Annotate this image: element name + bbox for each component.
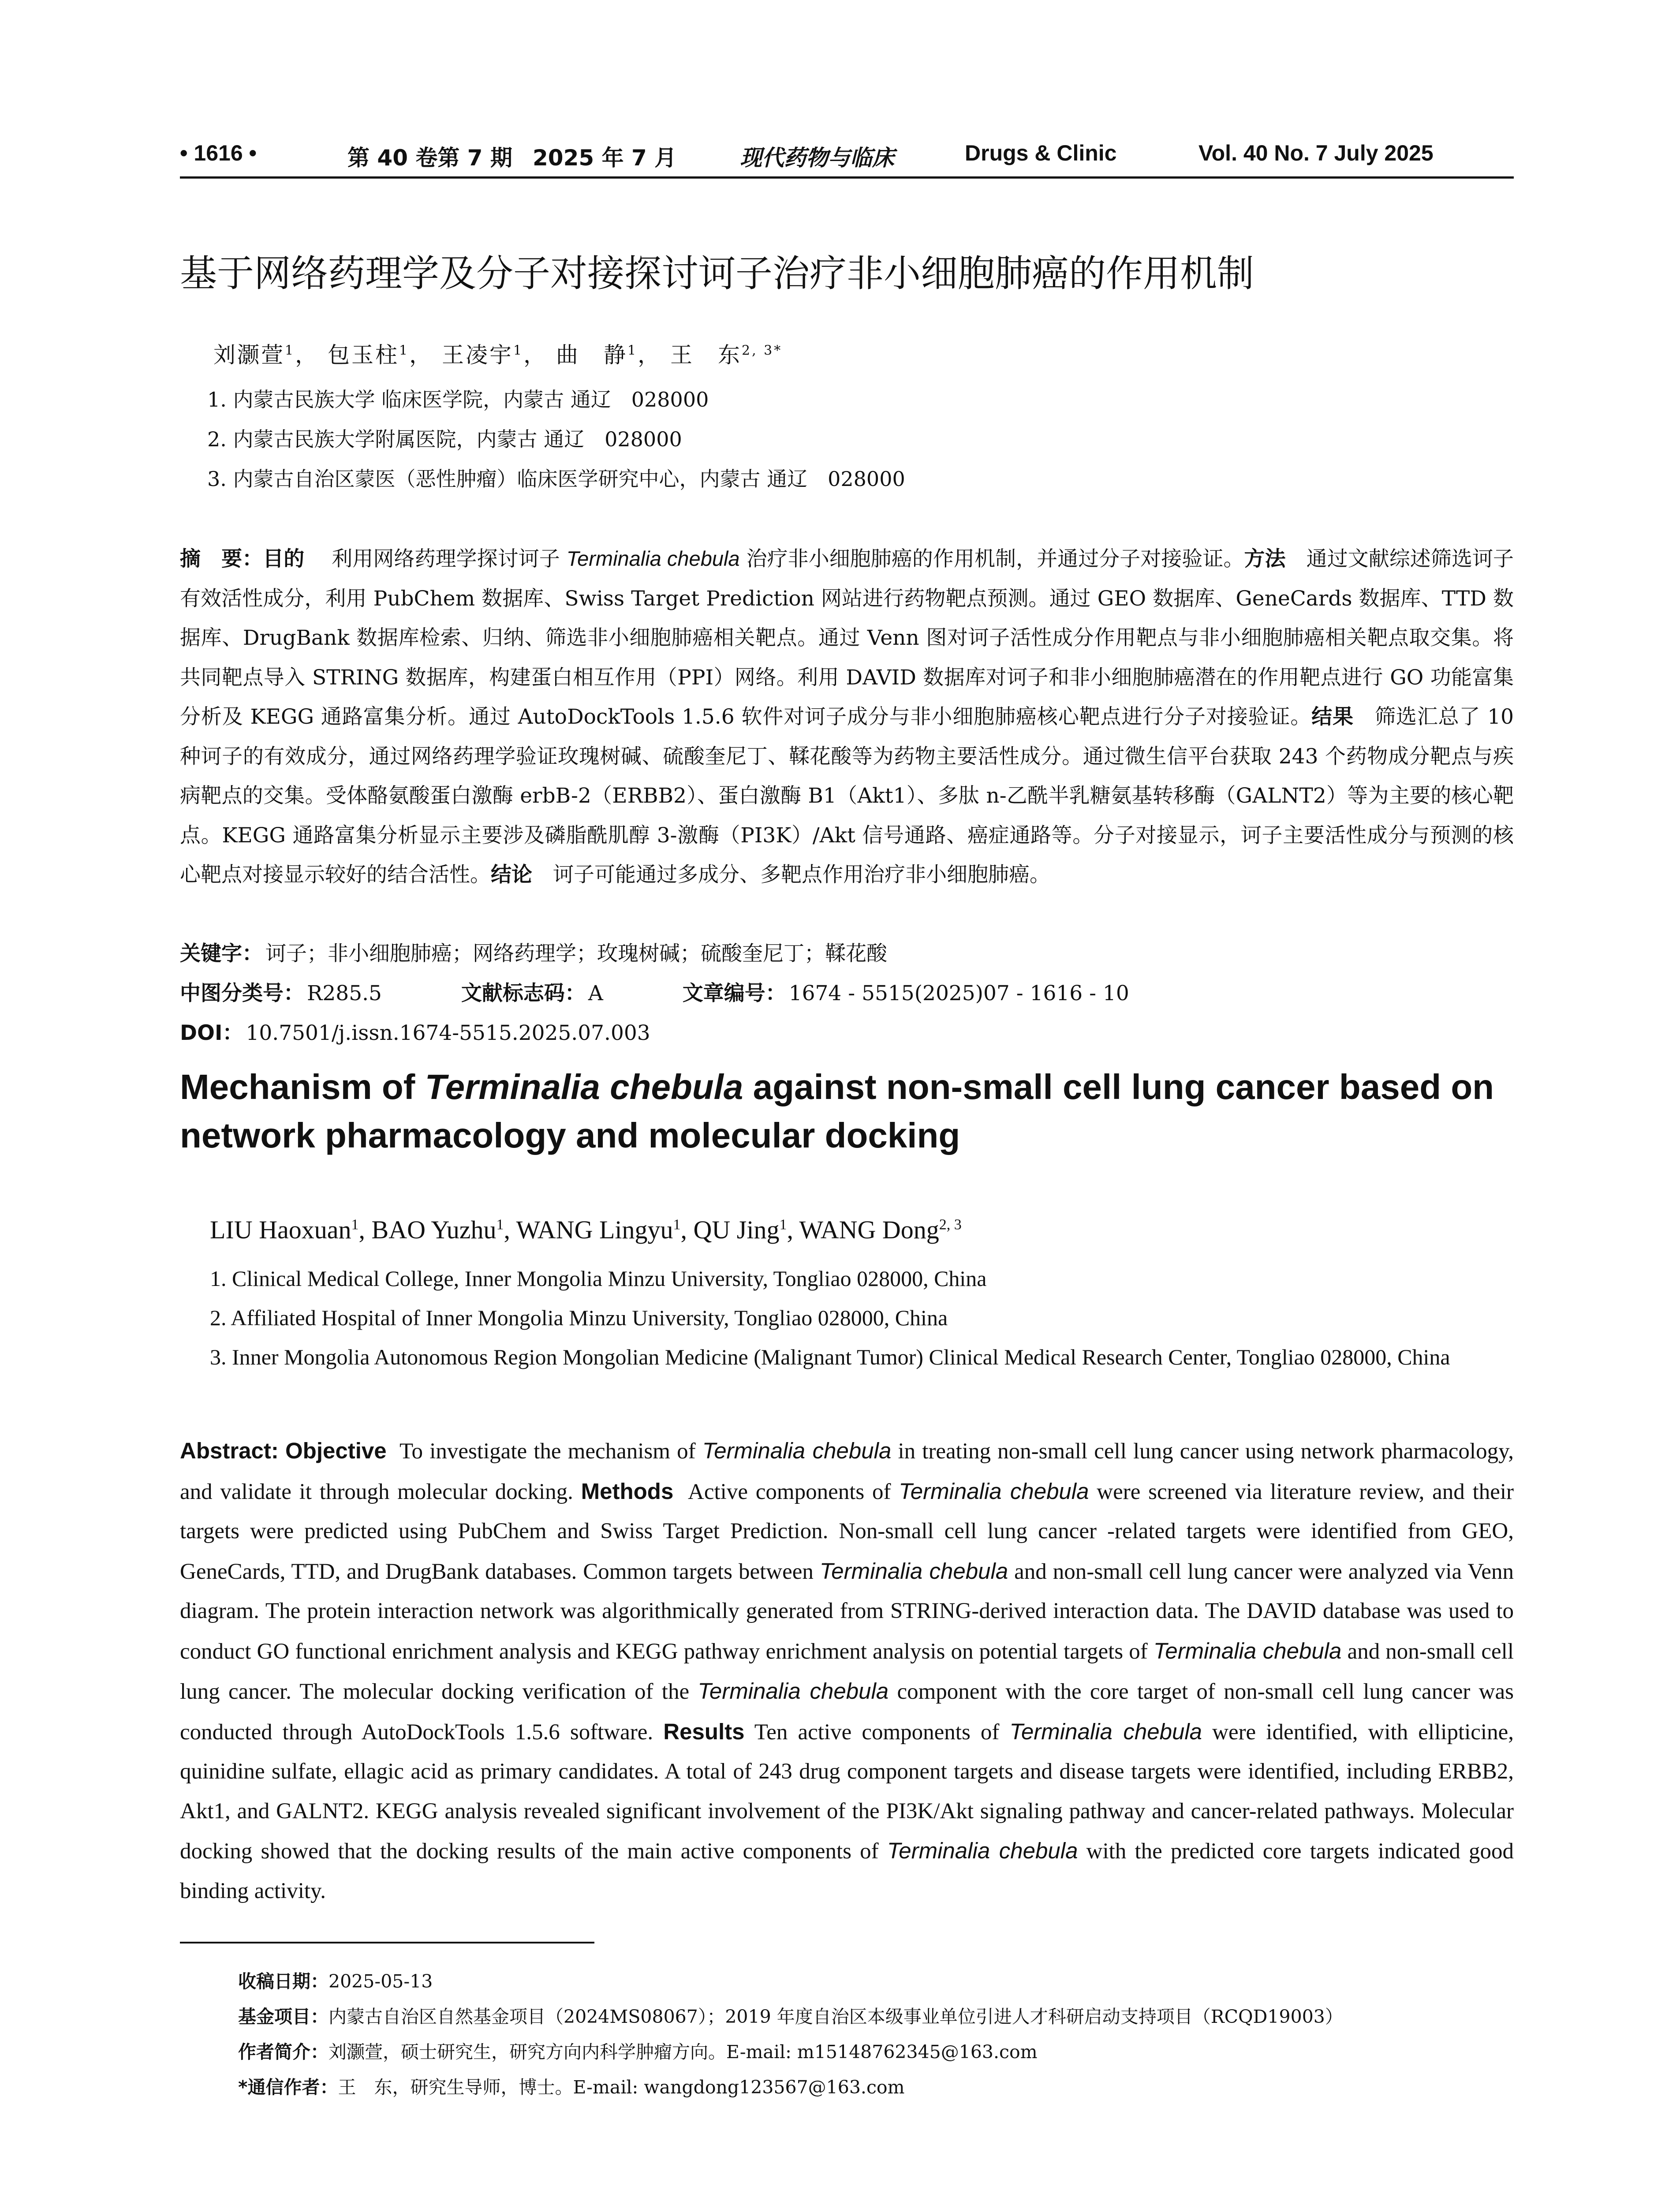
footnote-corresponding	[238, 2073, 905, 2099]
header-rule	[180, 176, 1514, 179]
received-date: 2025-05-13	[329, 1971, 433, 1992]
species-name: Terminalia chebula	[566, 547, 740, 570]
species-name: Terminalia chebula	[702, 1438, 892, 1463]
abstract-text: were screened via literature review, and their targets were predicted using PubChem and Swiss Target Prediction. Non-small cell lung cancer -related targets were identified from GEO, GeneCards, TTD, and DrugBank databases. Common targets between	[180, 1479, 1514, 1584]
article-no-value: 1674 - 5515(2025)07 - 1616 - 10	[788, 981, 1129, 1005]
classification-line	[180, 977, 1129, 1006]
author-name: 包玉柱	[328, 342, 399, 368]
results-label: 结果	[1311, 705, 1354, 729]
conclusion-label: 结论	[491, 863, 532, 887]
species-name: Terminalia chebula	[819, 1558, 1008, 1584]
corresponding-text: 王 东，研究生导师，博士。E-mail: wangdong123567@163.com	[338, 2077, 905, 2098]
affiliation-cn: 2. 内蒙古民族大学附属医院，内蒙古 通辽 028000	[207, 427, 682, 451]
fund-text: 内蒙古自治区自然基金项目（2024MS08067）；2019 年度自治区本级事业单位引进人才科研启动支持项目（RCQD19003）	[329, 2006, 1343, 2027]
affiliation-en: 1. Clinical Medical College, Inner Mongolia Minzu University, Tongliao 028000, China	[210, 1266, 987, 1291]
methods-text: 通过文献综述筛选诃子有效活性成分，利用 PubChem 数据库、Swiss Target Prediction 网站进行药物靶点预测。通过 GEO 数据库、GeneCards 数据库、TTD 数据库、DrugBank 数据库检索、归纳、筛选非小细胞肺癌相关靶点。通过 Venn 图对诃子活性成分作用靶点与非小细胞肺癌相关靶点取交集。将共同靶点导入 STRING 数据库，构建蛋白相互作用（PPI）网络。利用 DAVID 数据库对诃子和非小细胞肺癌潜在的作用靶点进行 GO 功能富集分析及 KEGG 通路富集分析。通过 AutoDockTools 1.5.6 软件对诃子成分与非小细胞肺癌核心靶点进行分子对接验证。	[180, 547, 1514, 729]
author-name: QU Jing	[693, 1215, 780, 1244]
abstract-text: To investigate the mechanism of	[399, 1439, 696, 1464]
abstract-text: component with the core target of non-small cell lung cancer was conducted through AutoDockTools 1.5.6 software.	[180, 1679, 1514, 1745]
author-affiliation-mark: 1	[513, 343, 524, 359]
author-affiliation-mark: 1	[351, 1216, 359, 1233]
title-text: Mechanism of	[180, 1067, 425, 1106]
author-name: 刘灏萱	[213, 342, 285, 368]
species-name: Terminalia chebula	[698, 1678, 889, 1704]
date-cn: 2025 年 7 月	[533, 145, 677, 171]
species-name: Terminalia chebula	[1153, 1638, 1342, 1663]
abstract-text: in treating non-small cell lung cancer using network pharmacology, and validate it through molecular docking.	[180, 1439, 1514, 1504]
species-name: Terminalia chebula	[425, 1067, 743, 1106]
abstract-label: 摘 要：	[180, 547, 263, 571]
author-name: 王凌宇	[442, 342, 513, 368]
species-name: Terminalia chebula	[887, 1838, 1078, 1863]
clc-label: 中图分类号：	[180, 981, 304, 1005]
affiliation-en: 2. Affiliated Hospital of Inner Mongolia Minzu University, Tongliao 028000, China	[210, 1305, 948, 1330]
article-title-en	[180, 1063, 1514, 1160]
methods-label: Methods	[581, 1478, 674, 1504]
author-name: 王 东	[670, 342, 742, 368]
keywords-label: 关键字：	[180, 942, 263, 966]
abstract-text: and non-small cell lung cancer. The molecular docking verification of the	[180, 1639, 1514, 1704]
page-number: • 1616 •	[180, 141, 257, 165]
author-affiliation-mark: 2, 3*	[742, 343, 783, 359]
abstract-text: Active components of	[688, 1479, 891, 1504]
author-list-cn: 刘灏萱$^1$， 包玉柱$^1$， 王凌宇$^1$， 曲 静$^1$， 王 东$^{2, 3*}$	[213, 342, 783, 368]
author-affiliation-mark: 1	[673, 1216, 681, 1233]
author-name: LIU Haoxuan	[210, 1215, 351, 1244]
affiliation-cn: 3. 内蒙古自治区蒙医（恶性肿瘤）临床医学研究中心，内蒙古 通辽 028000	[207, 467, 905, 491]
journal-name-en: Drugs & Clinic	[965, 141, 1117, 165]
author-name: WANG Lingyu	[516, 1215, 673, 1244]
abstract-en	[180, 1431, 1514, 1911]
affiliation-en: 3. Inner Mongolia Autonomous Region Mongolian Medicine (Malignant Tumor) Clinical Medical Research Center, Tongliao 028000, China	[210, 1345, 1450, 1369]
doi-label: DOI：	[180, 1021, 243, 1045]
doc-code-label: 文献标志码：	[461, 981, 586, 1005]
article-no-label: 文章编号：	[682, 981, 786, 1005]
footnote-author-bio	[238, 2037, 1038, 2063]
doc-code-value: A	[588, 981, 603, 1005]
article-title-cn: 基于网络药理学及分子对接探讨诃子治疗非小细胞肺癌的作用机制	[180, 252, 1254, 295]
volume-cn: 第 40 卷第 7 期	[347, 145, 512, 171]
abstract-cn	[180, 539, 1514, 895]
keywords-text: 诃子；非小细胞肺癌；网络药理学；玫瑰树碱；硫酸奎尼丁；鞣花酸	[265, 942, 887, 966]
footnote-rule	[180, 1942, 594, 1943]
corresponding-label: *通信作者：	[238, 2077, 338, 2098]
volume-en: Vol. 40 No. 7 July 2025	[1198, 141, 1434, 165]
author-affiliation-mark: 1	[779, 1216, 787, 1233]
abstract-label: Abstract:	[180, 1438, 279, 1463]
species-name: Terminalia chebula	[899, 1478, 1089, 1504]
abstract-text: were identified, with ellipticine, quinidine sulfate, ellagic acid as primary candidates. A total of 243 drug component targets and disease targets were identified, including ERBB2, Akt1, and GALNT2. KEGG analysis revealed significant involvement of the PI3K/Akt signaling pathway and cancer-related pathways. Molecular docking showed that the docking results of the main active components of	[180, 1719, 1514, 1864]
abstract-text: and non-small cell lung cancer were analyzed via Venn diagram. The protein interaction network was algorithmically generated from STRING-derived interaction data. The DAVID database was used to conduct GO functional enrichment analysis and KEGG pathway enrichment analysis on potential targets of	[180, 1559, 1514, 1664]
author-name: WANG Dong	[799, 1215, 939, 1244]
fund-label: 基金项目：	[238, 2006, 329, 2027]
bio-label: 作者简介：	[238, 2041, 329, 2063]
objective-label: 目的	[263, 547, 305, 571]
author-name: BAO Yuzhu	[371, 1215, 497, 1244]
species-name: Terminalia chebula	[1009, 1719, 1202, 1744]
clc-value: R285.5	[307, 981, 382, 1005]
affiliation-cn: 1. 内蒙古民族大学 临床医学院，内蒙古 通辽 028000	[207, 388, 709, 411]
abstract-text: Ten active components of	[754, 1719, 1000, 1745]
author-affiliation-mark: 1	[496, 1216, 504, 1233]
author-list-en: LIU Haoxuan$^1$, BAO Yuzhu$^1$, WANG Lingyu$^1$, QU Jing$^1$, WANG Dong$^{2, 3}$	[210, 1215, 962, 1244]
bio-text: 刘灏萱，硕士研究生，研究方向内科学肿瘤方向。E-mail: m15148762345@163.com	[329, 2041, 1038, 2063]
footnote-fund	[238, 2002, 1343, 2028]
author-affiliation-mark: 1	[285, 343, 295, 359]
objective-label: Objective	[285, 1438, 387, 1463]
methods-label: 方法	[1244, 547, 1286, 571]
results-text: 筛选汇总了 10 种诃子的有效成分，通过网络药理学验证玫瑰树碱、硫酸奎尼丁、鞣花酸等为药物主要活性成分。通过微生信平台获取 243 个药物成分靶点与疾病靶点的交集。受体酪氨酸蛋白激酶 erbB-2（ERBB2）、蛋白激酶 B1（Akt1）、多肽 n-乙酰半乳糖氨基转移酶（GALNT2）等为主要的核心靶点。KEGG 通路富集分析显示主要涉及磷脂酰肌醇 3-激酶（PI3K）/Akt 信号通路、癌症通路等。分子对接显示，诃子主要活性成分与预测的核心靶点对接显示较好的结合活性。	[180, 705, 1514, 887]
author-affiliation-mark: 1	[399, 343, 410, 359]
objective-text: 利用网络药理学探讨诃子	[332, 547, 560, 571]
abstract-text: with the predicted core targets indicated good binding activity.	[180, 1839, 1514, 1903]
results-label: Results	[663, 1719, 745, 1744]
running-header	[180, 140, 1514, 176]
received-label: 收稿日期：	[238, 1971, 329, 1992]
author-name: 曲 静	[556, 342, 627, 368]
author-affiliation-mark: 2, 3	[939, 1216, 962, 1233]
keywords-cn	[180, 937, 887, 967]
conclusion-text: 诃子可能通过多成分、多靶点作用治疗非小细胞肺癌。	[553, 863, 1050, 887]
footnote-received	[238, 1967, 433, 1993]
doi-value: 10.7501/j.issn.1674-5515.2025.07.003	[246, 1021, 650, 1045]
objective-text: 治疗非小细胞肺癌的作用机制，并通过分子对接验证。	[746, 547, 1244, 571]
journal-name-cn: 现代药物与临床	[740, 145, 894, 171]
title-text: against non-small cell lung cancer based on network pharmacology and molecular docking	[180, 1067, 1494, 1155]
author-affiliation-mark: 1	[627, 343, 638, 359]
doi-line	[180, 1017, 650, 1046]
